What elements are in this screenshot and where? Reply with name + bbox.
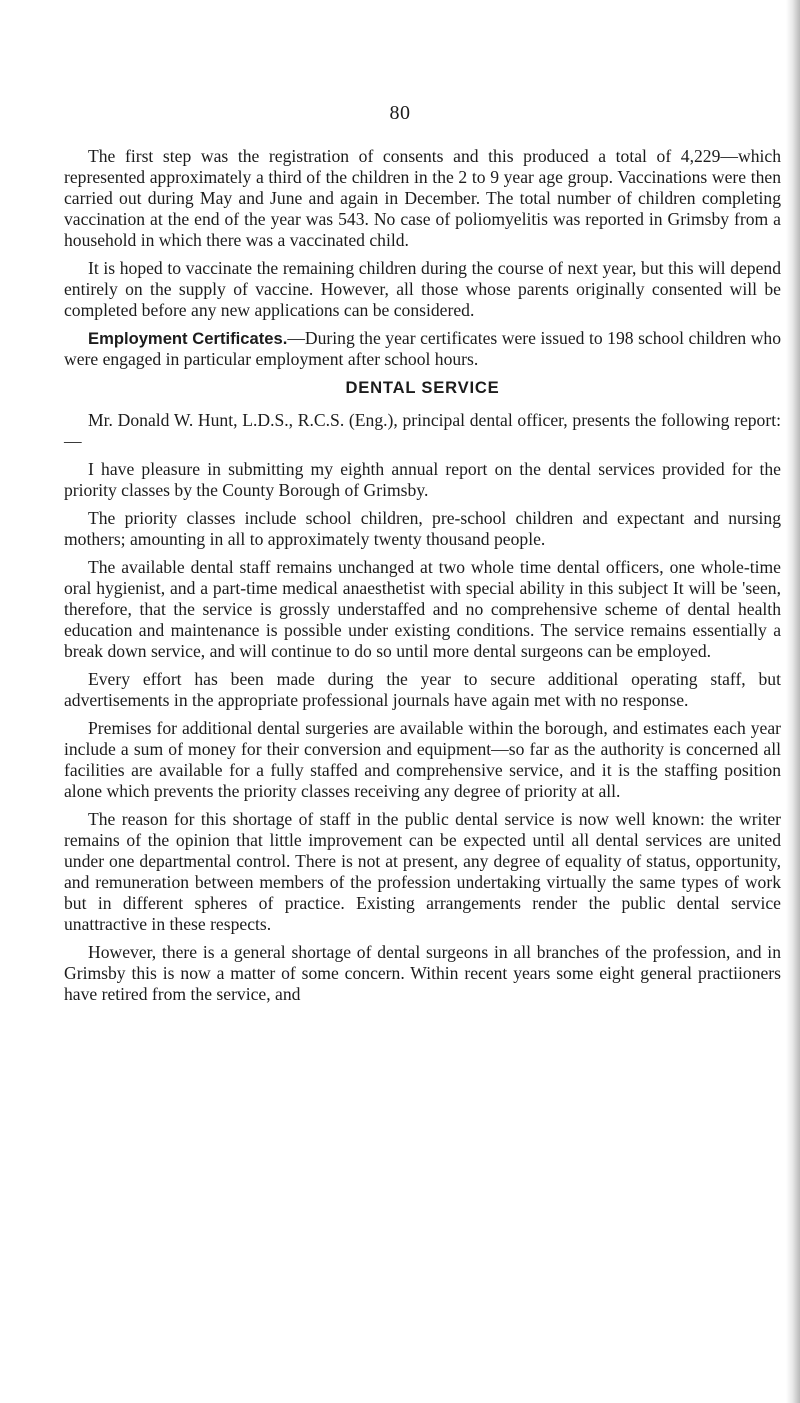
employment-certificates-heading: Employment Certificates.: [88, 329, 288, 348]
paragraph-dental-staff: The available dental staff remains unchanged at two whole time dental officers, one whole-time oral hygienist, and a part-time medical anaesthetist with special ability in this subject It will be 'seen, therefore, that the service is grossly understaffed and no comprehensive scheme of dental health education and maintenance is possible under existing conditions. The service remains essentially a break down service, and will continue to do so until more dental surgeons can be employed.: [64, 557, 781, 661]
paragraph-staff-shortage-reason: The reason for this shortage of staff in the public dental service is now well known: the writer remains of the opinion that little improvement can be expected until all dental services are united under one departmental control. There is not at present, any degree of equality of status, opportunity, and remuneration between members of the profession undertaking virtually the same types of work but in different spheres of practice. Existing arrangements render the public dental service unattractive in these respects.: [64, 809, 781, 934]
employment-certificates-text: —During the year certificates were issued to 198 school children who were engaged in particular employment after school hours.: [64, 328, 781, 369]
paragraph-employment-certificates: [64, 328, 781, 370]
paragraph-priority-classes: The priority classes include school children, pre-school children and expectant and nursing mothers; amounting in all to approximately twenty thousand people.: [64, 508, 781, 549]
paragraph-vaccination-plans: It is hoped to vaccinate the remaining children during the course of next year, but this will depend entirely on the supply of vaccine. However, all those whose parents originally consented will be completed before any new applications can be considered.: [64, 258, 781, 320]
paragraph-general-shortage: However, there is a general shortage of dental surgeons in all branches of the profession, and in Grimsby this is now a matter of some concern. Within recent years some eight general practiioners have retired from the service, and: [64, 942, 781, 1004]
paragraph-eighth-annual-report: I have pleasure in submitting my eighth annual report on the dental services provided for the priority classes by the County Borough of Grimsby.: [64, 459, 781, 500]
page-edge-shadow: [786, 0, 800, 1403]
paragraph-premises: Premises for additional dental surgeries are available within the borough, and estimates each year include a sum of money for their conversion and equipment—so far as the authority is concerned all facilities are available for a fully staffed and comprehensive service, and it is the staffing position alone which prevents the priority classes receiving any degree of priority at all.: [64, 718, 781, 801]
document-body: [64, 146, 781, 1012]
dental-service-heading: DENTAL SERVICE: [345, 378, 500, 397]
paragraph-poliomyelitis-registration: The first step was the registration of consents and this produced a total of 4,229—which represented approximately a third of the children in the 2 to 9 year age group. Vaccinations were then carried out during May and June and again in December. The total number of children completing vaccination at the end of the year was 543. No case of poliomyelitis was reported in Grimsby from a household in which there was a vaccinated child.: [64, 146, 781, 250]
paragraph-recruitment-efforts: Every effort has been made during the year to secure additional operating staff, but advertisements in the appropriate professional journals have again met with no response.: [64, 669, 781, 710]
page-number: 80: [389, 102, 411, 124]
paragraph-report-intro: Mr. Donald W. Hunt, L.D.S., R.C.S. (Eng.), principal dental officer, presents the following report:—: [64, 410, 781, 451]
